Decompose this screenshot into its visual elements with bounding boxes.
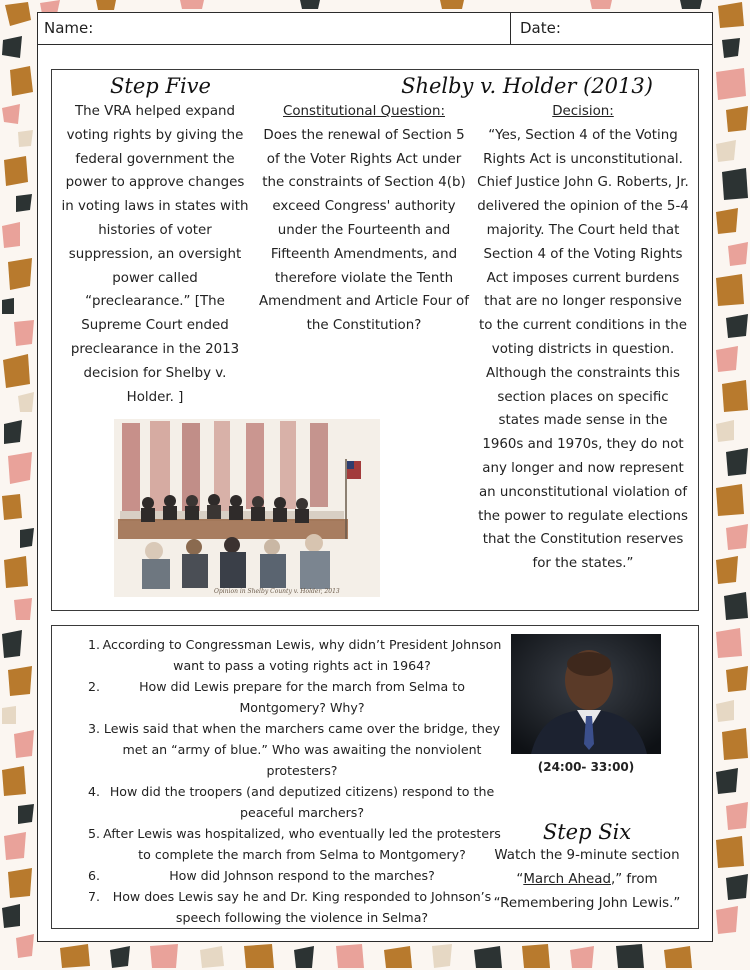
question-number: 3. [87, 721, 100, 736]
list-item [72, 823, 502, 865]
step-six-section [51, 625, 699, 929]
march-ahead-link[interactable]: March Ahead [523, 872, 611, 887]
name-date-header [38, 13, 712, 45]
question-number: 5. [87, 826, 100, 841]
date-field[interactable] [512, 13, 720, 44]
question-text: How did Lewis prepare for the march from Selma to Montgomery? Why? [139, 679, 465, 715]
step-six-line2 [492, 868, 682, 892]
question-text: How did the troopers (and deputized citizens) respond to the peaceful marchers? [109, 784, 495, 820]
step-five-text: The VRA helped expand voting rights by giving the federal government the power to approve changes in voting laws in states with histories of voter suppression, an oversight power called “preclearance.” [The Supreme Court ended preclearance in the 2013 decision for Shelby v. Holder. ] [61, 104, 249, 405]
john-lewis-photo [511, 634, 661, 754]
list-item [72, 676, 502, 718]
question-number: 4. [87, 784, 100, 799]
question-number: 6. [87, 868, 100, 883]
question-list [72, 634, 502, 928]
video-timestamp: (24:00- 33:00) [537, 760, 635, 774]
worksheet [37, 12, 713, 942]
question-text: According to Congressman Lewis, why didn’t President Johnson want to pass a voting rights act in 1964? [102, 637, 502, 673]
list-item [72, 781, 502, 823]
constitutional-question-text: Does the renewal of Section 5 of the Voter Rights Act under the constraints of Section 4(b) exceed Congress' authority under the Fourteenth and Fifteenth Amendments, and therefore violate the Tenth Amendment and Article Four of the Constitution? [259, 127, 469, 334]
question-text: How did Johnson respond to the marches? [169, 868, 435, 883]
decision-column [476, 100, 690, 576]
step-five-heading: Step Five [110, 74, 211, 98]
question-text: Lewis said that when the marchers came over the bridge, they met an “army of blue.” Who was awaiting the nonviolent protesters? [103, 721, 501, 778]
question-number: 1. [87, 637, 100, 652]
step-six-line1: Watch the 9-minute section [494, 848, 680, 863]
open-quote: “ [516, 872, 524, 887]
sketch-caption: Opinion in Shelby County v. Holder, 2013 [214, 588, 340, 595]
decision-label: Decision: [552, 104, 614, 119]
after-link-text: ,” from [610, 872, 658, 887]
question-text: How does Lewis say he and Dr. King responded to Johnson’s speech following the violence in Selma? [112, 889, 492, 925]
list-item [72, 886, 502, 928]
step-six-line3: “Remembering John Lewis.” [493, 896, 681, 911]
question-text: After Lewis was hospitalized, who eventually led the protesters to complete the march from Selma to Montgomery? [103, 826, 501, 862]
list-item [72, 865, 502, 886]
list-item [72, 634, 502, 676]
constitutional-question-label: Constitutional Question: [283, 104, 445, 119]
decision-text: “Yes, Section 4 of the Voting Rights Act is unconstitutional. Chief Justice John G. Roberts, Jr. delivered the opinion of the 5-4 majority. The Court held that Section 4 of the Voting Rights Act imposes current burdens that are no longer responsive to the current conditions in the voting districts in question. Although the constraints this section places on specific states made sense in the 1960s and 1970s, they do not any longer and now represent an unconstitutional violation of the power to regulate elections that the Constitution reserves for the states.” [477, 127, 689, 572]
name-field[interactable] [38, 13, 511, 44]
list-item [72, 718, 502, 781]
question-number: 2. [87, 679, 100, 694]
date-label: Date: [520, 19, 561, 37]
name-label: Name: [44, 19, 94, 37]
step-six-instructions [492, 820, 682, 916]
step-five-section [51, 69, 699, 611]
constitutional-question-column [258, 100, 470, 338]
step-six-heading: Step Six [542, 820, 632, 844]
question-number: 7. [87, 889, 100, 904]
case-title: Shelby v. Holder (2013) [401, 74, 653, 98]
supreme-court-sketch [114, 419, 380, 597]
